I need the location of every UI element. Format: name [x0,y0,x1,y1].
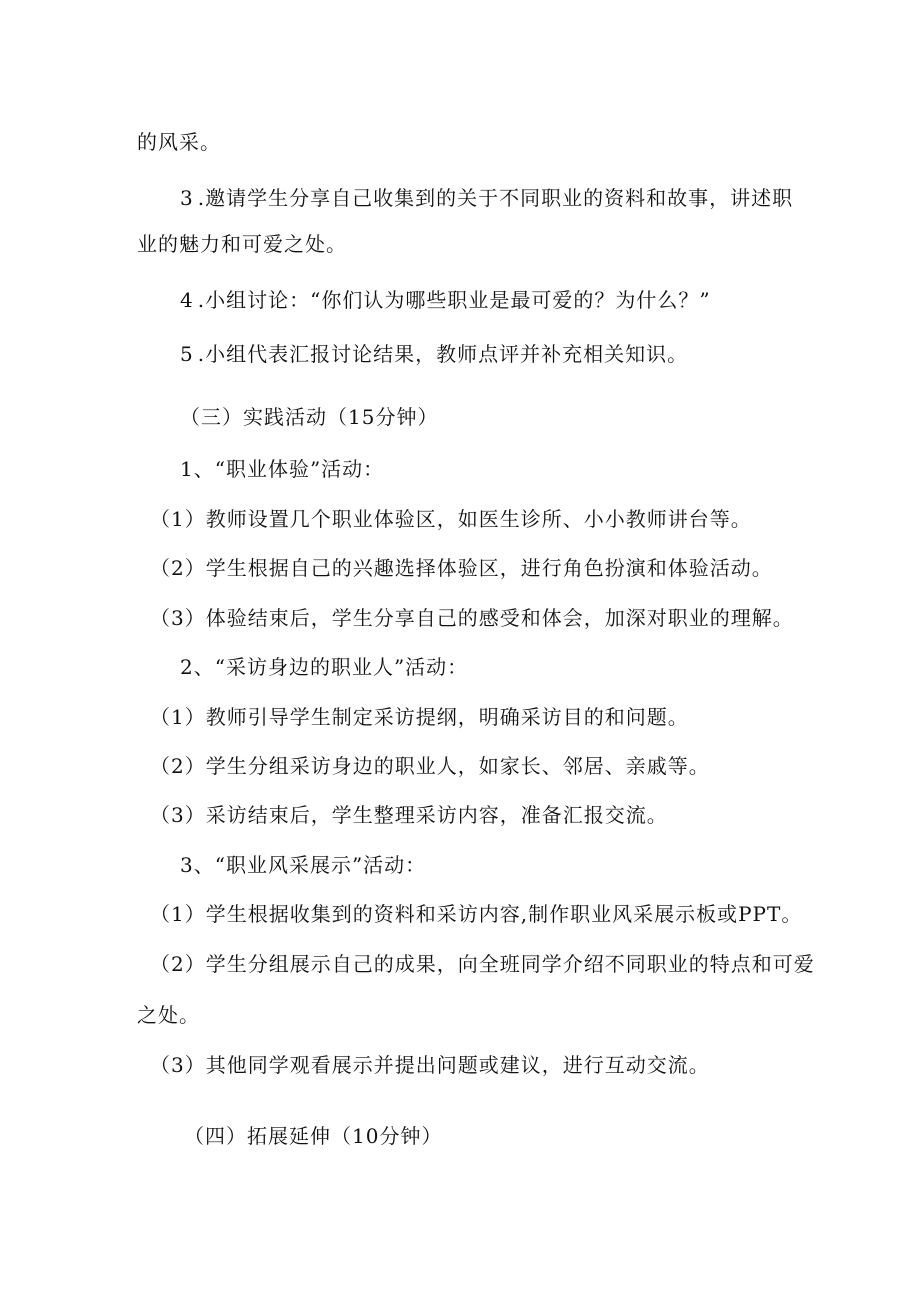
line-text: 业的魅力和可爱之处。 [137,232,347,256]
line-text: （1）教师引导学生制定采访提纲，明确采访目的和问题。 [150,705,689,729]
list-item-3 [180,184,793,212]
list-item [150,950,815,978]
list-item [150,752,710,780]
activity-heading-3 [180,851,426,879]
section-heading-4 [184,1122,442,1150]
list-item [150,703,689,731]
line-text: （2）学生分组展示自己的成果，向全班同学介绍不同职业的特点和可爱 [150,952,815,976]
line-text: .邀请学生分享自己收集到的关于不同职业的资料和故事，讲述职 [197,186,794,210]
line-text: （2）学生分组采访身边的职业人，如家长、邻居、亲戚等。 [150,754,710,778]
line-text: .小组代表汇报讨论结果，教师点评并补充相关知识。 [197,342,689,366]
list-item [150,801,668,829]
activity-heading-2 [180,653,468,681]
list-item-4 [180,286,711,314]
heading-text: 3、“职业风采展示”活动： [180,853,427,877]
line-text: （3）其他同学观看展示并提出问题或建议，进行互动交流。 [150,1053,710,1077]
item-number: 3 [180,186,194,210]
line-text: （2）学生根据自己的兴趣选择体验区，进行角色扮演和体验活动。 [150,556,773,580]
paragraph-line [137,128,221,156]
line-text: （3）采访结束后，学生整理采访内容，准备汇报交流。 [150,803,668,827]
section-heading-3 [180,403,438,431]
item-number: 5 [180,342,194,366]
list-item-5 [180,340,688,368]
list-item [150,505,752,533]
paragraph-line [137,1001,200,1029]
list-item [150,1051,710,1079]
line-text: （3）体验结束后，学生分享自己的感受和体会，加深对职业的理解。 [150,606,794,630]
paragraph-line [137,230,347,258]
heading-text: 1、“职业体验”活动： [180,457,385,481]
line-text: 的风采。 [137,130,221,154]
line-text: .小组讨论：“你们认为哪些职业是最可爱的？为什么？” [197,288,711,312]
heading-text: （四）拓展延伸（10分钟） [184,1124,443,1148]
line-text: 之处。 [137,1003,200,1027]
activity-heading-1 [180,455,384,483]
list-item [150,900,802,928]
list-item [150,604,794,632]
line-text: （1）教师设置几个职业体验区，如医生诊所、小小教师讲台等。 [150,507,752,531]
heading-text: 2、“采访身边的职业人”活动： [180,655,469,679]
line-text: （1）学生根据收集到的资料和采访内容,制作职业风采展示板或PPT。 [150,902,803,926]
list-item [150,554,773,582]
item-number: 4 [180,288,194,312]
heading-text: （三）实践活动（15分钟） [180,405,439,429]
